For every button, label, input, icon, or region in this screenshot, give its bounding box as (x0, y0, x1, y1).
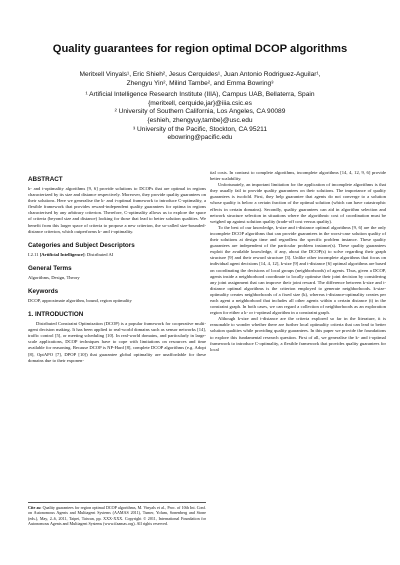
right-column (210, 170, 386, 353)
general-terms-text: Algorithms, Design, Theory (28, 274, 80, 280)
author-line-1: Meritxell Vinyals¹, Eric Shieh², Jesus Cerquides¹, Juan Antonio Rodriguez-Aguilar¹, (79, 71, 321, 78)
author-block (20, 71, 380, 143)
categories-heading: Categories and Subject Descriptors (28, 241, 135, 249)
email-3: ebowring@pacific.edu (167, 134, 233, 142)
category-rest: : Distributed AI (84, 251, 114, 257)
keywords-heading: Keywords (28, 287, 59, 295)
author-line-2: Zhengyu Yin², Milind Tambe², and Emma Bowring³ (126, 79, 274, 87)
right-paragraph-1: tial costs. In contrast to complete algorithms, incomplete algorithms [14, 4, 12, 9, 6] provide better scalability. (210, 170, 386, 182)
introduction-section (28, 311, 206, 364)
abstract-heading: ABSTRACT (28, 176, 63, 183)
general-terms-heading: General Terms (28, 264, 72, 272)
affiliation-2: ² University of Southern California, Los Angeles, CA 90089 (114, 108, 286, 116)
introduction-text: Distributed Constraint Optimization (DCOP) is a popular framework for cooperative multi-agent decision making. It has been applied to real-world domains such as sensor networks [14], traffic control [5], or meeting scheduling [10]. In real-world domains, and particularly in large-scale applications, DCOP techniques have to cope with limitations on resources and time available for reasoning. Because DCOP is NP-Hard [8], complete DCOP algorithms (e.g. Adopt [8], OptAPO [7], DPOP [10]) that guarantee global optimality are unaffordable for these domains due to their exponen- (28, 321, 206, 363)
categories-text (28, 252, 206, 258)
paper-title: Quality guarantees for region optimal DCOP algorithms (52, 43, 348, 55)
keywords-text: DCOP, approximate algorithm, bound, region optimality (28, 297, 132, 303)
categories-section (28, 242, 206, 258)
left-column (28, 176, 206, 371)
footnote-label: Cite as: (28, 505, 42, 510)
category-code: I.2.11 (28, 251, 39, 257)
right-paragraph-4: Although k-size and t-distance are the criteria explored so far in the literature, it is reasonable to wonder whether there are further local optimality criteria that can lead to better solution qualities while providing quality guarantees. In this paper we provide the foundations to explore this fundamental research question. First of all, we generalise the k- and t-optimal framework to introduce C-optimality, a flexible framework that provides quality guarantees for local (210, 316, 386, 352)
citation-footnote (28, 502, 206, 527)
right-paragraph-2: Unfortunately, an important limitation for the application of incomplete algorithms is that they usually fail to provide quality guarantees on their solutions. The importance of quality guarantees is twofold. First, they help guarantee that agents do not converge to a solution whose quality is below a certain fraction of the optimal solution (which can have catastrophic effects in certain domains). Secondly, quality guarantees can aid in algorithm selection and network structure selection in situations where the algorithmic cost of coordination must be weighed up against solution quality (trade-off cost versus quality). (210, 182, 386, 224)
category-label: [Artificial Intelligence] (39, 251, 85, 257)
affiliation-3: ³ University of the Pacific, Stockton, CA 95211 (132, 125, 267, 133)
email-1: {meritxell, cerquide,jar}@iiia.csic.es (148, 99, 252, 107)
keywords-section (28, 288, 206, 304)
affiliation-1: ¹ Artificial Intelligence Research Institute (IIIA), Campus UAB, Bellaterra, Spain (85, 91, 315, 99)
general-terms-section (28, 265, 206, 281)
footnote-text: Quality guarantees for region optimal DCOP algorithms, M. Vinyals et al., Proc. of 10th Int. Conf. on Autonomous Agents and Multiagent Systems (AAMAS 2011), Tumer, Yolum, Sonenberg and Stone (eds.), May, 2–6, 2011, Taipei, Taiwan, pp. XXX-XXX. Copyright © 2011, International Foundation for Autonomous Agents and Multiagent Systems (www.ifaamas.org). All rights reserved. (28, 505, 206, 527)
abstract-text: k- and t-optimality algorithms [9, 6] provide solutions to DCOPs that are optimal in regions characterized by its size and distance respectively. Moreover, they provide quality guarantees on their solutions. Here we generalise the k- and t-optimal framework to introduce C-optimality, a flexible framework that provides reward-independent quality guarantees for optima in regions characterised by any arbitrary criterion. Therefore, C-optimality allows us to explore the space of criteria (beyond size and distance) looking for those that lead to better solution qualities. We benefit from this larger space of criteria to propose a new criterion, the so-called size-bounded-distance criterion, which outperforms k- and t-optimality. (28, 186, 206, 234)
email-2: {eshieh, zhengyuy,tambe}@usc.edu (147, 116, 253, 124)
introduction-heading: 1. INTRODUCTION (28, 311, 84, 319)
right-paragraph-3: To the best of our knowledge, k-size and t-distance optimal algorithms [9, 6] are the only incomplete DCOP algorithms that can provide guarantees in the worst-case solution quality of their solutions at design time and regardless the specific problem instance. These quality guarantees are independent of the particular problem instance(s). These quality guarantees exploit the available knowledge, if any, about the DCOP(s) to solve regarding their graph structure [9] and their reward structure [3]. Unlike other incomplete algorithms that focus on individual agent decisions [14, 4, 12], k-size [9] and t-distance [6] optimal algorithms are based on coordinating the decisions of local groups (neighborhoods) of agents. Thus, given a DCOP, agents inside a neighborhood coordinate to locally optimise their joint decision by considering any joint assignment that can improve their joint reward. The difference between k-size and t-distance optimal algorithms is the criterion employed to generate neighborhoods. k-size-optimality creates neighborhoods of a fixed size (k), whereas t-distance-optimality creates per each agent a neighborhood that includes all other agents within a certain distance (t) in the constraint graph. In both cases, we can regard a collection of neighborhoods as an exploration region for either a k- or t-optimal algorithm in a constraint graph. (210, 224, 386, 316)
abstract-section (28, 176, 206, 235)
